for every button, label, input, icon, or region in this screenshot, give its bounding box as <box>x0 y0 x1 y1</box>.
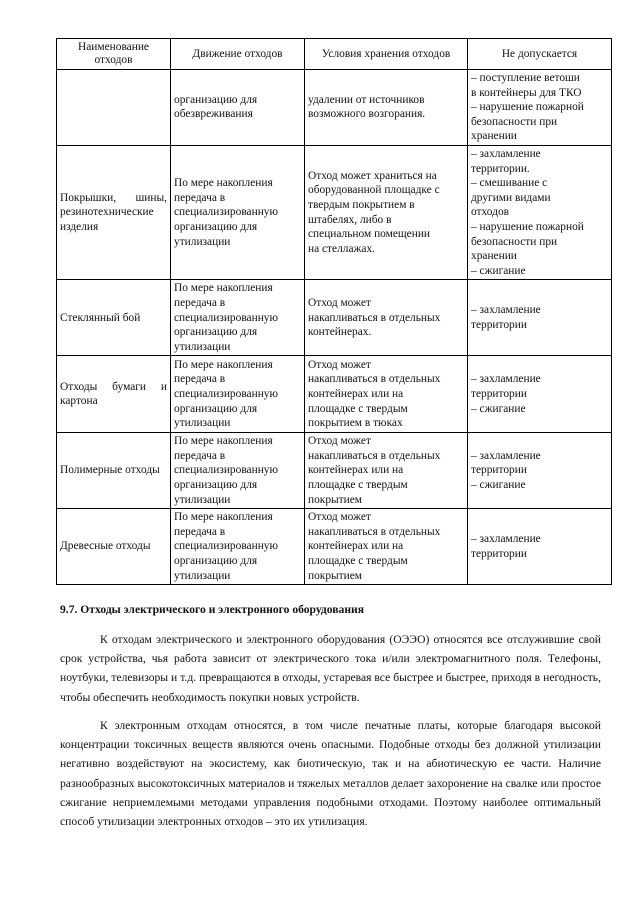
cell-line: покрытием <box>308 569 363 582</box>
cell-line: оборудованной площадке с <box>308 184 440 197</box>
cell-line: безопасности при <box>471 115 558 128</box>
cell-line: – нарушение пожарной <box>471 101 584 114</box>
cell-line: территории. <box>471 162 530 175</box>
cell-line: площадке с твердым <box>308 555 408 568</box>
table-row <box>57 280 612 356</box>
cell-line: – поступление ветоши <box>471 72 580 84</box>
waste-table <box>56 38 612 585</box>
cell-line: на стеллажах. <box>308 242 375 255</box>
paragraph: К электронным отходам относятся, в том числе печатные платы, которые благодаря высокой концентрации токсичных веществ являются очень опасными. Подобные отходы без должной утилизации негативно воздействуют на экосистему, как биотическую, так и на абиотическую ее части. Наличие разнообразных высокотоксичных материалов и тяжелых металлов делает захоронение на свалке или простое сжигание неприемлемыми методами управления подобными отходами. Поэтому наиболее оптимальный способ утилизации электронных отходов – это их утилизация. <box>60 719 601 829</box>
cell-line: контейнерах или на <box>308 387 404 400</box>
cell-line: накапливаться в отдельных <box>308 449 441 462</box>
storage-cell <box>305 145 468 279</box>
cell-line: – сжигание <box>471 402 526 415</box>
movement-cell <box>171 280 305 356</box>
cell-line: твердым покрытием в <box>308 199 415 212</box>
movement-cell <box>171 356 305 433</box>
waste-name-cell: Древесные отходы <box>57 509 171 585</box>
paragraph: К отходам электрического и электронного оборудования (ОЭЭО) относятся все отслужившие свой срок устройства, чья работа зависит от электрического тока и/или электромагнитного поля. Телефоны, ноутбуки, телевизоры и т.д. превращаются в отходы, устаревая все быстрее и быстрее, приходя в негодность, чтобы обеспечить необходимость покупки новых устройств. <box>60 633 601 704</box>
movement-cell <box>171 70 305 146</box>
storage-cell <box>305 509 468 585</box>
cell-line: передача в <box>174 296 226 309</box>
cell-line: в контейнеры для ТКО <box>471 86 582 99</box>
cell-line: возможного возгорания. <box>308 108 426 121</box>
cell-line: – захламление <box>471 147 541 160</box>
cell-line: накапливаться в отдельных <box>308 525 441 538</box>
cell-line: утилизации <box>174 569 231 582</box>
waste-name-cell <box>57 70 171 146</box>
cell-line: организацию для <box>174 220 258 233</box>
cell-line: Отход может храниться на <box>308 169 437 182</box>
waste-name-cell: Полимерные отходы <box>57 433 171 509</box>
cell-line: – захламление <box>471 449 541 462</box>
forbidden-cell <box>468 433 612 509</box>
cell-line: – захламление <box>471 533 541 546</box>
cell-line: территории <box>471 547 527 560</box>
cell-line: Отход может <box>308 296 371 309</box>
forbidden-cell <box>468 70 612 146</box>
cell-line: хранении <box>471 250 517 263</box>
cell-line: накапливаться в отдельных <box>308 311 441 324</box>
cell-line: территории <box>471 464 527 477</box>
waste-name-cell: Отходы бумаги и картона <box>57 356 171 433</box>
cell-line: передача в <box>174 525 226 538</box>
cell-line: площадке с твердым <box>308 402 408 415</box>
storage-cell <box>305 356 468 433</box>
storage-cell <box>305 433 468 509</box>
movement-cell <box>171 433 305 509</box>
cell-line: организацию для <box>174 402 258 415</box>
storage-cell <box>305 280 468 356</box>
cell-line: – сжигание <box>471 264 526 277</box>
header-forbidden: Не допускается <box>468 39 612 70</box>
movement-cell <box>171 509 305 585</box>
cell-line: организацию для <box>174 93 258 106</box>
cell-line: специализированную <box>174 540 279 553</box>
table-row <box>57 509 612 585</box>
table-row <box>57 433 612 509</box>
cell-line: специализированную <box>174 311 279 324</box>
cell-line: специализированную <box>174 464 279 477</box>
table-row <box>57 70 612 146</box>
cell-line: утилизации <box>174 340 231 353</box>
cell-line: другими видами <box>471 191 551 204</box>
header-movement: Движение отходов <box>171 39 305 70</box>
cell-line: хранении <box>471 130 517 143</box>
waste-name-cell: Стеклянный бой <box>57 280 171 356</box>
cell-line: По мере накопления <box>174 177 273 190</box>
cell-line: контейнерах или на <box>308 540 404 553</box>
cell-line: утилизации <box>174 493 231 506</box>
cell-line: контейнерах или на <box>308 464 404 477</box>
cell-line: – захламление <box>471 304 541 317</box>
cell-line: По мере накопления <box>174 435 273 448</box>
cell-line: По мере накопления <box>174 358 273 371</box>
section-title: 9.7. Отходы электрического и электронного оборудования <box>60 603 364 616</box>
table-row <box>57 145 612 279</box>
cell-line: отходов <box>471 206 510 219</box>
forbidden-cell <box>468 509 612 585</box>
table-row <box>57 356 612 433</box>
cell-line: покрытием в тюках <box>308 417 403 430</box>
cell-line: специализированную <box>174 206 279 219</box>
cell-line: – сжигание <box>471 479 526 492</box>
cell-line: Отход может <box>308 358 371 371</box>
forbidden-cell <box>468 280 612 356</box>
forbidden-cell <box>468 356 612 433</box>
cell-line: штабелях, либо в <box>308 213 392 226</box>
waste-name-cell: Покрышки, шины, резинотехнические изделия <box>57 145 171 279</box>
cell-line: передача в <box>174 449 226 462</box>
cell-line: территории <box>471 318 527 331</box>
cell-line: По мере накопления <box>174 511 273 524</box>
cell-line: площадке с твердым <box>308 479 408 492</box>
cell-line: утилизации <box>174 417 231 430</box>
cell-line: удалении от источников <box>308 93 425 106</box>
header-storage: Условия хранения отходов <box>305 39 468 70</box>
cell-line: накапливаться в отдельных <box>308 373 441 386</box>
header-name: Наименование отходов <box>57 39 171 70</box>
cell-line: обезвреживания <box>174 108 253 121</box>
cell-line: утилизации <box>174 235 231 248</box>
cell-line: специализированную <box>174 387 279 400</box>
cell-line: – нарушение пожарной <box>471 220 584 233</box>
cell-line: передача в <box>174 373 226 386</box>
cell-line: организацию для <box>174 326 258 339</box>
cell-line: передача в <box>174 191 226 204</box>
forbidden-cell <box>468 145 612 279</box>
cell-line: Отход может <box>308 435 371 448</box>
cell-line: организацию для <box>174 479 258 492</box>
storage-cell <box>305 70 468 146</box>
cell-line: покрытием <box>308 493 363 506</box>
cell-line: контейнерах. <box>308 326 372 339</box>
cell-line: Отход может <box>308 511 371 524</box>
cell-line: По мере накопления <box>174 282 273 295</box>
cell-line: – смешивание с <box>471 177 548 190</box>
cell-line: территории <box>471 387 527 400</box>
cell-line: организацию для <box>174 555 258 568</box>
cell-line: специальном помещении <box>308 228 431 241</box>
cell-line: – захламление <box>471 373 541 386</box>
movement-cell <box>171 145 305 279</box>
table-header-row <box>57 39 612 70</box>
cell-line: безопасности при <box>471 235 558 248</box>
